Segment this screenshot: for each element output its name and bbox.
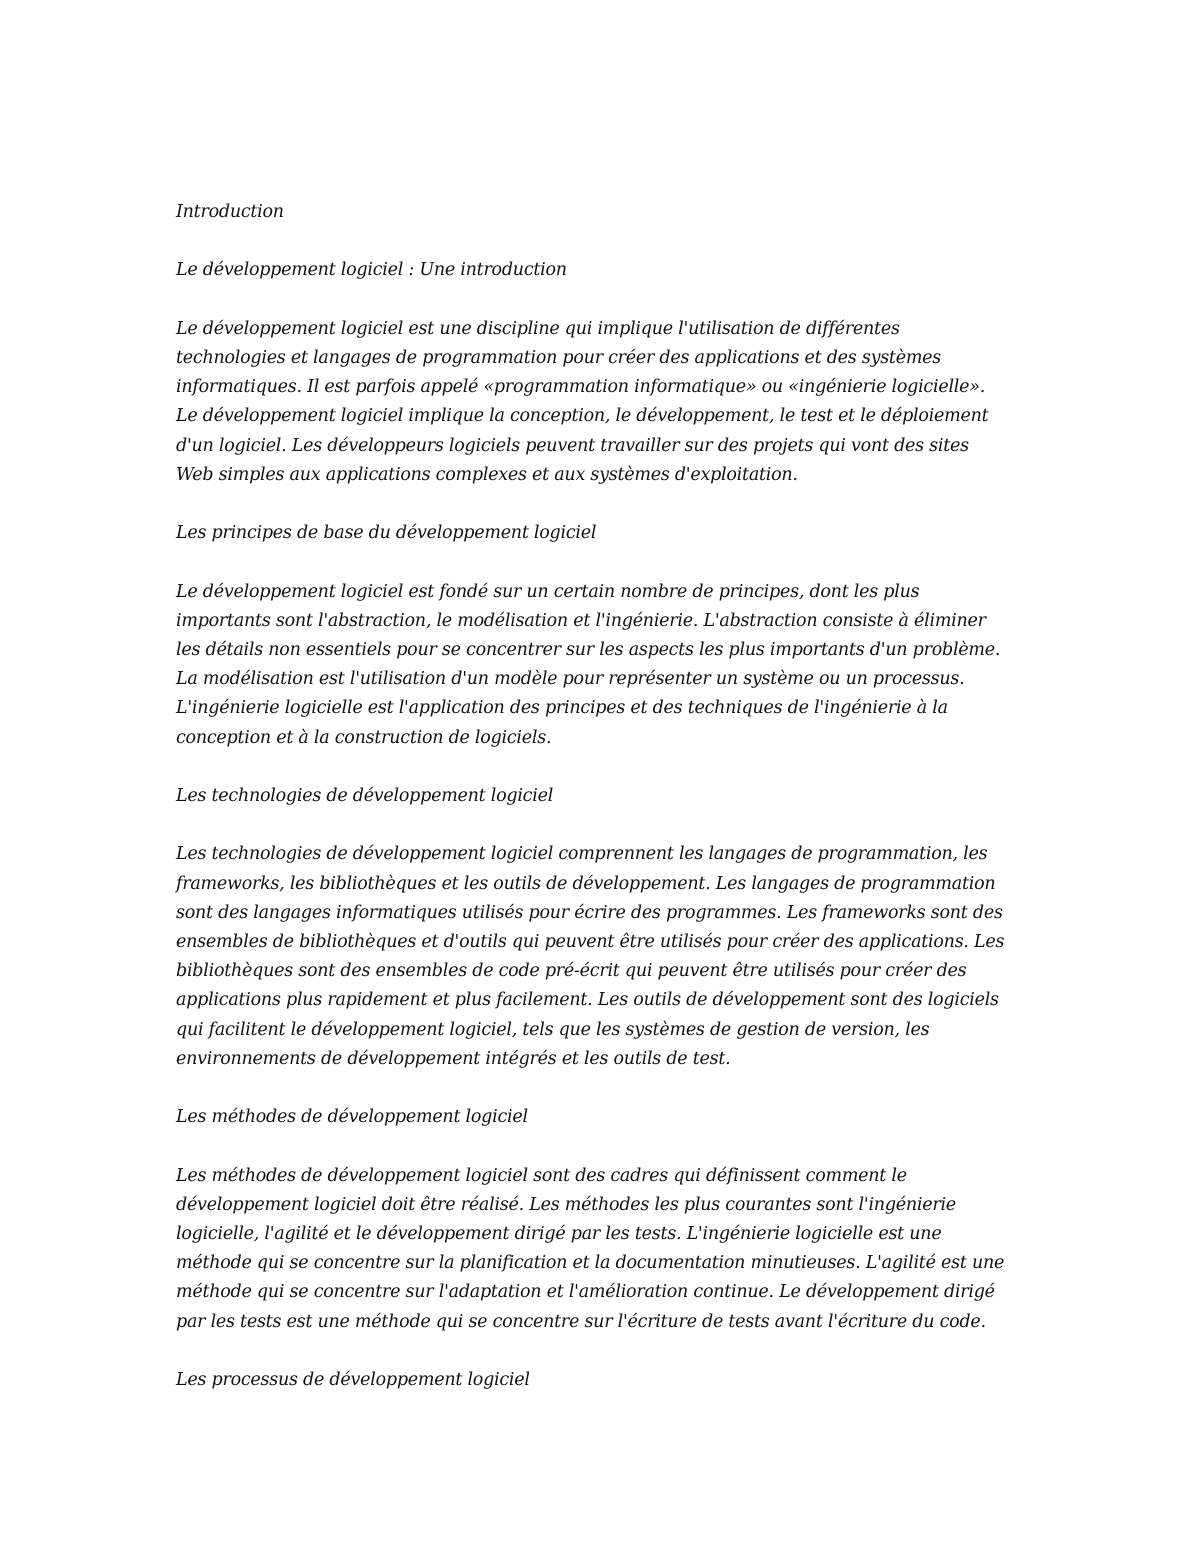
text-line: Le développement logiciel est une discipline qui implique l'utilisation de différentes [176, 318, 900, 339]
text-line: Le développement logiciel implique la conception, le développement, le test et le déploiement [176, 406, 989, 427]
paragraph [176, 840, 1026, 1074]
text-line: Les principes de base du développement logiciel [176, 523, 597, 544]
text-line: Le développement logiciel est fondé sur un certain nombre de principes, dont les plus [176, 581, 920, 602]
text-line: Les processus de développement logiciel [176, 1369, 530, 1390]
text-line: importants sont l'abstraction, le modélisation et l'ingénierie. L'abstraction consiste à éliminer [176, 610, 986, 631]
text-line: applications plus rapidement et plus facilement. Les outils de développement sont des logiciels [176, 990, 999, 1011]
text-line: Web simples aux applications complexes et aux systèmes d'exploitation. [176, 464, 798, 485]
text-line: environnements de développement intégrés et les outils de test. [176, 1048, 731, 1069]
text-line: Les technologies de développement logiciel [176, 785, 554, 806]
text-line: les détails non essentiels pour se concentrer sur les aspects les plus importants d'un problème. [176, 639, 1001, 660]
document-body [176, 198, 1026, 1424]
text-line: Les méthodes de développement logiciel [176, 1107, 528, 1128]
text-line: Les méthodes de développement logiciel sont des cadres qui définissent comment le [176, 1165, 907, 1186]
text-line: par les tests est une méthode qui se concentre sur l'écriture de tests avant l'écriture du code. [176, 1311, 986, 1332]
text-line: ensembles de bibliothèques et d'outils qui peuvent être utilisés pour créer des applications. Les [176, 931, 1005, 952]
text-line: développement logiciel doit être réalisé. Les méthodes les plus courantes sont l'ingénierie [176, 1194, 956, 1215]
text-line: bibliothèques sont des ensembles de code pré-écrit qui peuvent être utilisés pour créer des [176, 961, 967, 982]
text-line: sont des langages informatiques utilisés pour écrire des programmes. Les frameworks sont des [176, 902, 1003, 923]
section-heading [176, 1366, 1026, 1395]
paragraph [176, 315, 1026, 490]
text-line: Les technologies de développement logiciel comprennent les langages de programmation, les [176, 844, 988, 865]
text-line: méthode qui se concentre sur la planification et la documentation minutieuses. L'agilité est une [176, 1253, 1005, 1274]
text-line: Introduction [176, 202, 284, 222]
text-line: technologies et langages de programmation pour créer des applications et des systèmes [176, 347, 942, 368]
text-line: L'ingénierie logicielle est l'application des principes et des techniques de l'ingénierie à la [176, 698, 948, 719]
text-line: frameworks, les bibliothèques et les outils de développement. Les langages de programmation [176, 873, 996, 894]
section-heading [176, 198, 1026, 227]
text-line: logicielle, l'agilité et le développement dirigé par les tests. L'ingénierie logicielle est une [176, 1223, 942, 1244]
section-heading [176, 1103, 1026, 1132]
section-heading [176, 256, 1026, 285]
section-heading [176, 782, 1026, 811]
section-heading [176, 519, 1026, 548]
text-line: La modélisation est l'utilisation d'un modèle pour représenter un système ou un processus. [176, 669, 965, 690]
text-line: méthode qui se concentre sur l'adaptation et l'amélioration continue. Le développement dirigé [176, 1282, 995, 1303]
text-line: conception et à la construction de logiciels. [176, 727, 552, 748]
text-line: Le développement logiciel : Une introduction [176, 260, 567, 281]
paragraph [176, 1162, 1026, 1337]
text-line: informatiques. Il est parfois appelé «programmation informatique» ou «ingénierie logicielle». [176, 377, 986, 398]
text-line: qui facilitent le développement logiciel, tels que les systèmes de gestion de version, les [176, 1019, 930, 1040]
paragraph [176, 578, 1026, 753]
text-line: d'un logiciel. Les développeurs logiciels peuvent travailler sur des projets qui vont des sites [176, 435, 969, 456]
